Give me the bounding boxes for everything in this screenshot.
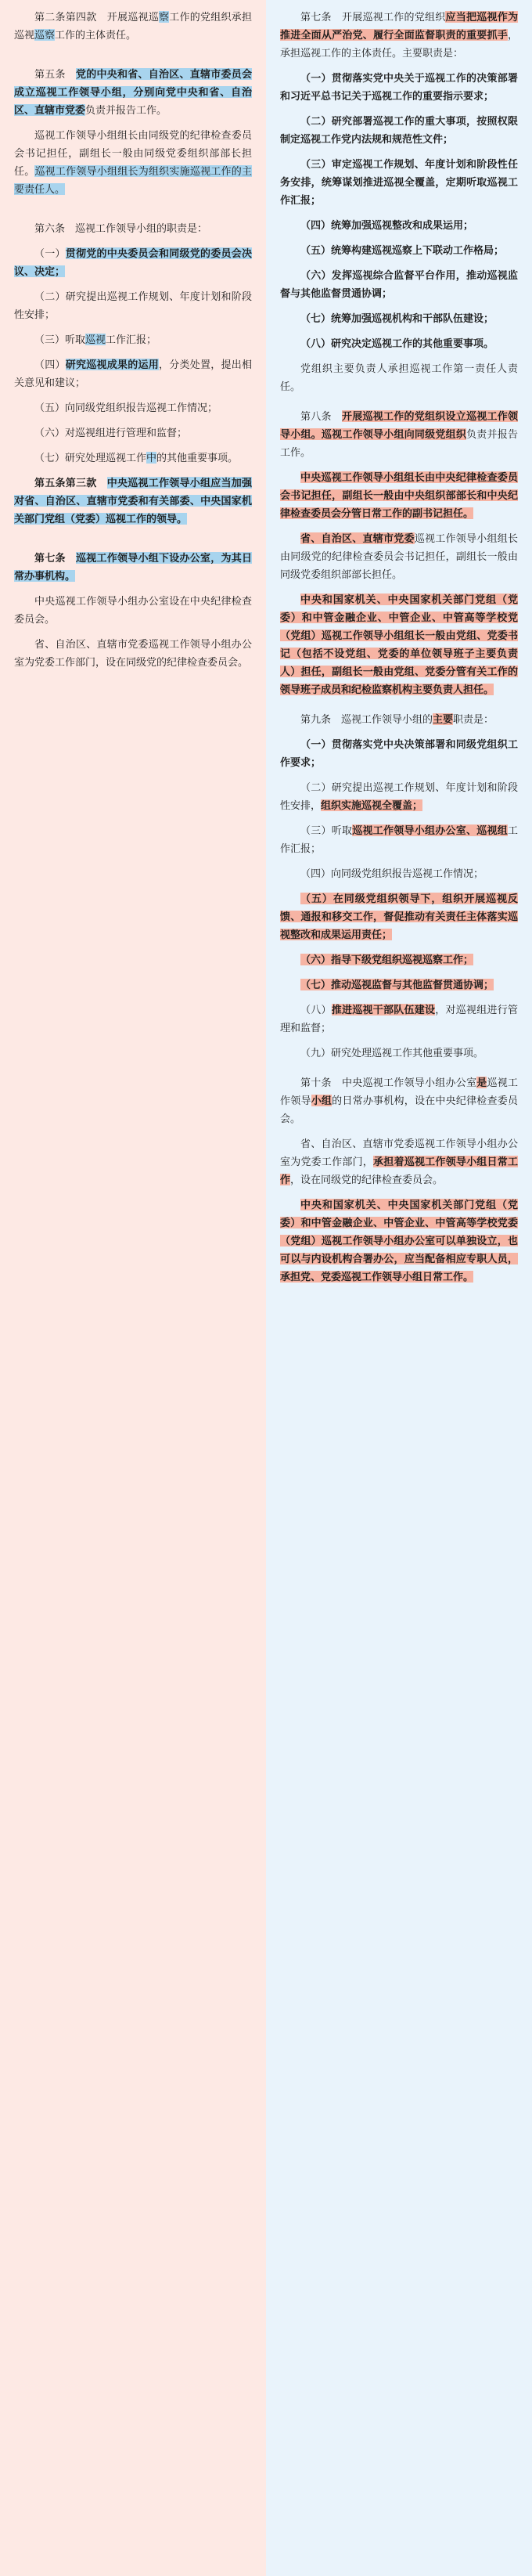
document-paragraph <box>14 219 252 237</box>
highlighted-text-run: （七）推动巡视监督与其他监督贯通协调； <box>300 979 494 990</box>
document-paragraph <box>280 778 518 814</box>
text-run: 巡视工作领导小组组长由同级党的纪律检查委员会书记担任，副组长一般由同级党委组织部部长担任。 <box>280 532 518 580</box>
document-paragraph <box>280 976 518 994</box>
text-run: 第六条 巡视工作领导小组的职责是： <box>34 222 208 234</box>
document-paragraph <box>280 8 518 62</box>
text-run: ，对巡视组进行管理和监督； <box>280 1004 518 1034</box>
document-paragraph <box>280 590 518 698</box>
text-run: 的日常办事机构，设在中央纪律检查委员会。 <box>280 1095 518 1124</box>
text-run: 第七条 <box>34 552 76 564</box>
text-run: 第十条 中央巡视工作领导小组办公室 <box>300 1077 477 1088</box>
text-run: 第五条 <box>34 68 76 80</box>
highlighted-text-run: 党的中央和省、自治区、直辖市委员会成立巡视工作领导小组，分别向党中央和省、自治区、直辖市党委 <box>14 68 252 116</box>
text-run: （三）听取 <box>300 824 353 836</box>
document-paragraph <box>14 244 252 280</box>
text-run: 的其他重要事项。 <box>156 452 239 464</box>
text-run: ，设在同级党的纪律检查委员会。 <box>290 1174 444 1185</box>
highlighted-text-run: 是 <box>476 1077 487 1088</box>
text-run: 中央巡视工作领导小组办公室设在中央纪律检查委员会。 <box>14 595 252 625</box>
text-run: 第八条 <box>300 410 342 422</box>
text-run: （三）审定巡视工作规划、年度计划和阶段性任务安排，统筹谋划推进巡视全覆盖，定期听取巡视工作汇报； <box>280 158 518 206</box>
document-paragraph <box>14 474 252 528</box>
document-paragraph <box>280 216 518 234</box>
text-run: 工作的主体责任。 <box>55 29 137 41</box>
document-paragraph <box>14 399 252 417</box>
highlighted-text-run: 中央和国家机关、中央国家机关部门党组（党委）和中管金融企业、中管企业、中管高等学校党委（党组）巡视工作领导小组办公室可以单独设立，也可以与内设机构合署办公，应当配备相应专职人员，承担党、党委巡视工作领导小组日常工作。 <box>280 1199 518 1283</box>
text-run: ，分类处置，提出相关意见和建议； <box>14 359 252 388</box>
text-run: （四）向同级党组织报告巡视工作情况； <box>300 868 484 879</box>
right-column-new-version <box>266 0 532 2576</box>
document-paragraph <box>280 241 518 259</box>
text-run: （三）听取 <box>34 334 86 345</box>
document-paragraph <box>280 735 518 771</box>
text-run: 第二条第四款 开展巡视巡 <box>34 11 159 23</box>
highlighted-text-run: 应当把巡视作为推进全面从严治党、履行全面监督职责的重要抓手 <box>280 11 518 41</box>
text-run: （二）研究提出巡视工作规划、年度计划和阶段性安排， <box>280 781 518 811</box>
highlighted-text-run: （五）在同级党组织领导下，组织开展巡视反馈、通报和移交工作，督促推动有关责任主体落实巡视整改和成果运用责任； <box>280 893 518 940</box>
document-paragraph <box>280 951 518 969</box>
document-paragraph <box>280 1001 518 1037</box>
document-paragraph <box>280 821 518 857</box>
paragraph-spacer <box>14 535 252 549</box>
highlighted-text-run: 推进巡视干部队伍建设 <box>331 1004 436 1016</box>
text-run: 工作的党组织承担巡视 <box>14 11 252 41</box>
document-paragraph <box>14 65 252 119</box>
document-paragraph <box>280 309 518 327</box>
highlighted-text-run: 巡察 <box>34 29 56 41</box>
document-paragraph <box>14 126 252 198</box>
paragraph-spacer <box>14 51 252 65</box>
text-run: （六）发挥巡视综合监督平台作用，推动巡视监督与其他监督贯通协调； <box>280 269 518 299</box>
document-paragraph <box>280 112 518 148</box>
document-paragraph <box>280 468 518 522</box>
text-run: （一） <box>34 247 66 259</box>
highlighted-text-run: 巡视工作领导小组组长为组织实施巡视工作的主要责任人。 <box>14 165 252 195</box>
text-run: 工作汇报； <box>280 824 518 854</box>
text-run: （一）贯彻落实党中央决策部署和同级党组织工作要求； <box>280 738 518 768</box>
text-run: （六）对巡视组进行管理和监督； <box>34 427 188 438</box>
document-paragraph <box>280 1044 518 1062</box>
document-paragraph <box>14 635 252 671</box>
highlighted-text-run: 巡视 <box>85 334 106 345</box>
highlighted-text-run: 省、自治区、直辖市党委 <box>300 532 415 544</box>
text-run: 工作汇报； <box>106 334 157 345</box>
highlighted-text-run: 贯彻党的中央委员会和同级党的委员会决议、决定； <box>14 247 252 277</box>
text-run: 第五条第三款 <box>34 477 107 489</box>
document-paragraph <box>14 355 252 391</box>
document-paragraph <box>14 424 252 442</box>
text-run: （二）研究部署巡视工作的重大事项，按照权限制定巡视工作党内法规和规范性文件； <box>280 115 518 145</box>
highlighted-text-run: 主要 <box>433 713 454 725</box>
text-run: （四） <box>34 359 66 370</box>
highlighted-text-run: 中央和国家机关、中央国家机关部门党组（党委）和中管金融企业、中管企业、中管高等学校党（党组）巡视工作领导小组组长一般由党组、党委书记（包括不设党组、党委的单位领导班子主要负责人）担任，副组长一般由党组、党委分管有关工作的领导班子成员和纪检监察机构主要负责人担任。 <box>280 593 518 695</box>
document-paragraph <box>280 334 518 352</box>
document-paragraph <box>14 592 252 628</box>
text-run: 第七条 开展巡视工作的党组织 <box>300 11 446 23</box>
document-paragraph <box>14 8 252 44</box>
text-run: 负责并报告工作。 <box>280 428 518 458</box>
text-run: ，承担巡视工作的主体责任。主要职责是： <box>280 29 518 59</box>
document-paragraph <box>14 287 252 323</box>
text-run: 职责是： <box>453 713 494 725</box>
document-paragraph <box>14 330 252 348</box>
text-run: （八） <box>300 1004 332 1016</box>
text-run: 党组织主要负责人承担巡视工作第一责任人责任。 <box>280 363 518 392</box>
highlighted-text-run: 巡视工作领导小组下设办公室，为其日常办事机构。 <box>14 552 252 582</box>
document-paragraph <box>280 889 518 943</box>
highlighted-text-run: 中央巡视工作领导小组组长由中央纪律检查委员会书记担任，副组长一般由中央组织部部长和中央纪律检查委员会分管日常工作的副书记担任。 <box>280 471 518 519</box>
text-run: （二）研究提出巡视工作规划、年度计划和阶段性安排； <box>14 290 252 320</box>
document-paragraph <box>14 549 252 585</box>
highlighted-text-run: 承担着巡视工作领导小组日常工作 <box>280 1156 518 1185</box>
text-run: 省、自治区、直辖市党委巡视工作领导小组办公室为党委工作部门， <box>280 1138 518 1167</box>
text-run: 巡视工作领导 <box>280 1077 518 1106</box>
document-paragraph <box>280 710 518 728</box>
highlighted-text-run: 中 <box>146 452 157 464</box>
document-paragraph <box>280 69 518 105</box>
document-paragraph <box>280 407 518 461</box>
text-run: （四）统筹加强巡视整改和成果运用； <box>300 219 474 231</box>
paragraph-spacer <box>14 205 252 219</box>
text-run: （八）研究决定巡视工作的其他重要事项。 <box>300 337 494 349</box>
document-paragraph <box>280 1135 518 1189</box>
document-paragraph <box>280 864 518 882</box>
text-run: （七）统筹加强巡视机构和干部队伍建设； <box>300 312 494 324</box>
highlighted-text-run: 巡视工作领导小组办公室、巡视组 <box>352 824 508 836</box>
highlighted-text-run: 开展巡视工作的党组织设立巡视工作领导小组。巡视工作领导小组向同级党组织 <box>280 410 518 440</box>
text-run: 省、自治区、直辖市党委巡视工作领导小组办公室为党委工作部门，设在同级党的纪律检查委员会。 <box>14 638 252 668</box>
text-run: 巡视工作领导小组组长由同级党的纪律检查委员会书记担任，副组长一般由同级党委组织部部长担任。 <box>14 129 252 177</box>
highlighted-text-run: 小组 <box>311 1095 332 1106</box>
text-run: （五）统筹构建巡视巡察上下联动工作格局； <box>300 244 505 256</box>
text-run: （九）研究处理巡视工作其他重要事项。 <box>300 1047 484 1059</box>
document-paragraph <box>280 359 518 395</box>
highlighted-text-run: （六）指导下级党组织巡视巡察工作； <box>300 954 474 965</box>
text-run: （五）向同级党组织报告巡视工作情况； <box>34 402 218 413</box>
document-paragraph <box>280 529 518 583</box>
highlighted-text-run: 研究巡视成果的运用 <box>65 359 159 370</box>
text-run: 第九条 巡视工作领导小组的 <box>300 713 433 725</box>
highlighted-text-run: 中央巡视工作领导小组应当加强对省、自治区、直辖市党委和有关部委、中央国家机关部门党组（党委）巡视工作的领导。 <box>14 477 252 525</box>
text-run: （七）研究处理巡视工作 <box>34 452 147 464</box>
highlighted-text-run: 组织实施巡视全覆盖； <box>321 799 423 811</box>
text-run: （一）贯彻落实党中央关于巡视工作的决策部署和习近平总书记关于巡视工作的重要指示要求； <box>280 72 518 102</box>
document-paragraph <box>280 155 518 209</box>
highlighted-text-run: 察 <box>158 11 170 23</box>
text-run: 负责并报告工作。 <box>85 104 167 116</box>
document-paragraph <box>14 449 252 467</box>
document-paragraph <box>280 1196 518 1286</box>
document-paragraph <box>280 1073 518 1127</box>
document-paragraph <box>280 266 518 302</box>
